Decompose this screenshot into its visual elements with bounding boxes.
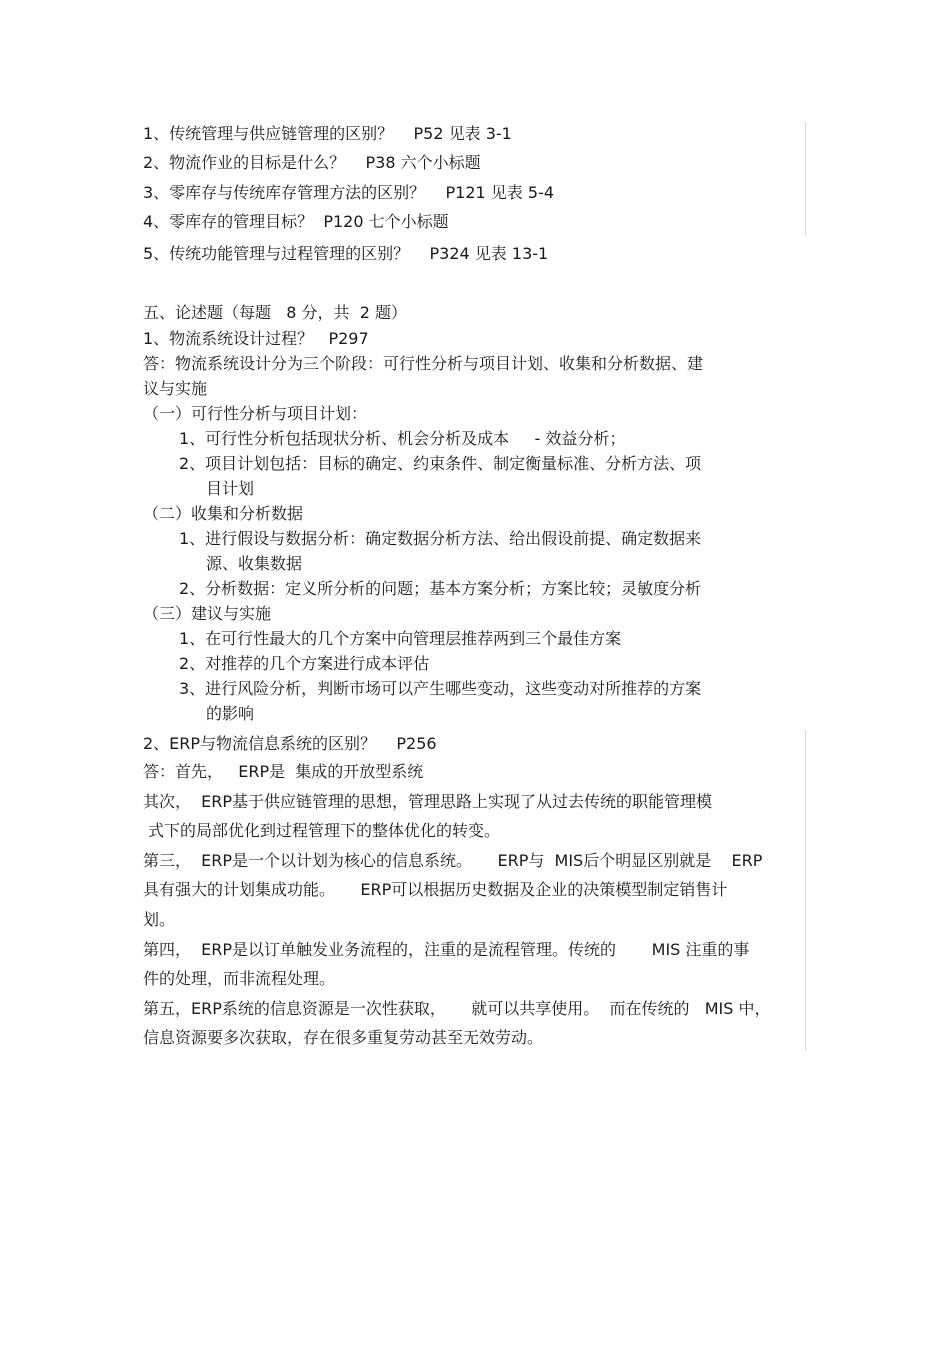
essay-q1-answer: 答：物流系统设计分为三个阶段：可行性分析与项目计划、收集和分析数据、建 — [143, 354, 704, 373]
section-title: 五、论述题（每题 8 分，共 2 题） — [143, 303, 407, 322]
part3-item1: 1、在可行性最大的几个方案中向管理层推荐两到三个最佳方案 — [179, 629, 622, 648]
part2-item2: 2、分析数据：定义所分析的问题；基本方案分析；方案比较；灵敏度分析 — [179, 579, 702, 598]
part1-item2-cont: 目计划 — [206, 479, 255, 498]
question-3: 3、零库存与传统库存管理方法的区别？ P121 见表 5-4 — [143, 183, 555, 202]
margin-rule-bottom — [805, 730, 806, 1050]
essay-q2-answer-6: 划。 — [143, 910, 176, 929]
essay-q1-answer-cont: 议与实施 — [143, 379, 208, 398]
question-1: 1、传统管理与供应链管理的区别？ P52 见表 3-1 — [143, 124, 512, 143]
essay-q1-title: 1、物流系统设计过程？ P297 — [143, 329, 369, 348]
essay-q2-answer-10: 信息资源要多次获取，存在很多重复劳动甚至无效劳动。 — [143, 1028, 544, 1047]
part1-item1: 1、可行性分析包括现状分析、机会分析及成本 - 效益分析； — [179, 429, 626, 448]
part1-item2: 2、项目计划包括：目标的确定、约束条件、制定衡量标准、分析方法、项 — [179, 454, 702, 473]
question-2: 2、物流作业的目标是什么？ P38 六个小标题 — [143, 153, 481, 172]
essay-q2-answer-7: 第四， ERP是以订单触发业务流程的，注重的是流程管理。传统的 MIS 注重的事 — [143, 940, 750, 959]
part2-title: （二）收集和分析数据 — [143, 504, 304, 523]
essay-q2-title: 2、ERP与物流信息系统的区别？ P256 — [143, 734, 437, 753]
essay-q2-answer-4: 第三， ERP是一个以计划为核心的信息系统。 ERP与 MIS后个明显区别就是 ERP — [143, 851, 763, 870]
part3-title: （三）建议与实施 — [143, 604, 272, 623]
part3-item3-cont: 的影响 — [206, 704, 255, 723]
part2-item1-cont: 源、收集数据 — [206, 554, 303, 573]
part3-item2: 2、对推荐的几个方案进行成本评估 — [179, 654, 430, 673]
question-4: 4、零库存的管理目标？ P120 七个小标题 — [143, 212, 449, 231]
essay-q2-answer-9: 第五，ERP系统的信息资源是一次性获取， 就可以共享使用。 而在传统的 MIS 中， — [143, 999, 771, 1018]
margin-rule-top — [805, 122, 806, 235]
essay-q2-answer-1: 答：首先， ERP是 集成的开放型系统 — [143, 762, 424, 781]
question-5: 5、传统功能管理与过程管理的区别？ P324 见表 13-1 — [143, 244, 549, 263]
essay-q2-answer-3: 式下的局部优化到过程管理下的整体优化的转变。 — [148, 821, 501, 840]
part1-title: （一）可行性分析与项目计划： — [143, 404, 368, 423]
essay-q2-answer-2: 其次， ERP基于供应链管理的思想，管理思路上实现了从过去传统的职能管理模 — [143, 792, 713, 811]
essay-q2-answer-5: 具有强大的计划集成功能。 ERP可以根据历史数据及企业的决策模型制定销售计 — [143, 880, 728, 899]
essay-q2-answer-8: 件的处理，而非流程处理。 — [143, 969, 336, 988]
part3-item3: 3、进行风险分析，判断市场可以产生哪些变动，这些变动对所推荐的方案 — [179, 679, 702, 698]
part2-item1: 1、进行假设与数据分析：确定数据分析方法、给出假设前提、确定数据来 — [179, 529, 702, 548]
